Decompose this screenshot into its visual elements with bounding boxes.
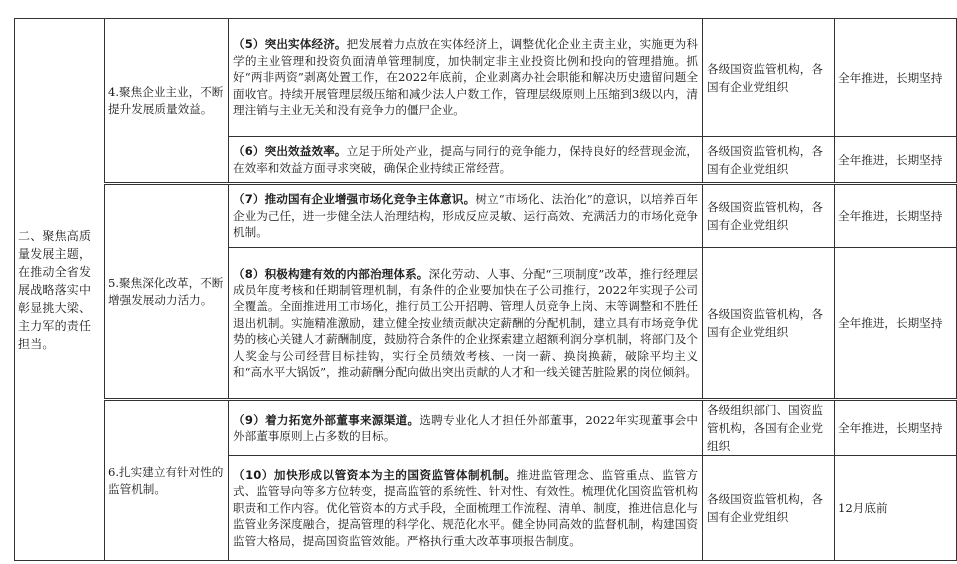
task-table bbox=[14, 18, 957, 561]
task-heading: （6）突出效益效率。 bbox=[233, 144, 347, 159]
task-content-cell bbox=[229, 248, 703, 400]
responsible-cell bbox=[703, 456, 835, 561]
timeline-text: 全年推进，长期坚持 bbox=[838, 152, 943, 167]
section-label-cell bbox=[15, 19, 105, 561]
responsible-cell bbox=[703, 184, 835, 248]
task-content-cell bbox=[229, 19, 703, 137]
responsible-text: 各级国资监管机构，各国有企业党组织 bbox=[707, 143, 823, 176]
group-title: 6.扎实建立有针对性的监管机制。 bbox=[108, 464, 224, 496]
task-body: 树立“市场化、法治化”的意识，以培养百年企业为己任，进一步健全法人治理结构，形成反应灵敏、运行高效、充满活力的市场化竞争机制。 bbox=[233, 192, 698, 240]
table-row bbox=[15, 19, 957, 137]
group-title: 5.聚焦深化改革，不断增强发展动力活力。 bbox=[108, 275, 224, 307]
responsible-cell bbox=[703, 19, 835, 137]
timeline-text: 全年推进，长期坚持 bbox=[838, 209, 943, 223]
task-heading: （7）推动国有企业增强市场化竞争主体意识。 bbox=[233, 192, 476, 207]
task-body: 把发展着力点放在实体经济上，调整优化企业主责主业，实施更为科学的主业管理和投资负面清单管理制度，加快制定非主业投资比例和投向的管理措施。抓好“两非两资”剥离处置工作，在2022年底前，企业剥离办社会职能和解决历史遗留问题全面收官。持续开展管理层级压缩和减少法人户数工作，管理层级原则上压缩到3级以内，清理注销与主业无关和没有竞争力的僵尸企业。 bbox=[233, 37, 698, 118]
task-content-cell bbox=[229, 456, 703, 561]
timeline-text: 12月底前 bbox=[838, 501, 888, 515]
task-content-cell bbox=[229, 400, 703, 456]
timeline-cell bbox=[835, 184, 957, 248]
task-body: 深化劳动、人事、分配“三项制度”改革，推行经理层成员年度考核和任期制管理机制，有条件的企业要加快在子公司推行，2022年实现子公司全覆盖。全面推进用工市场化，推行员工公开招聘、管理人员竞争上岗、末等调整和不胜任退出机制。实施精准激励，建立健全按业绩贡献决定薪酬的分配机制，建立具有市场竞争优势的核心关键人才薪酬制度，鼓励符合条件的企业探索建立超额利润分享机制，将部门及个人奖金与公司经营目标挂钩，实行全员绩效考核、一岗一薪、换岗换薪，破除平均主义和“高水平大锅饭”，推动薪酬分配向做出突出贡献的人才和一线关键苦脏险累的岗位倾斜。 bbox=[233, 266, 698, 380]
task-body: 推进监管理念、监管重点、监管方式、监管导向等多方位转变，提高监管的系统性、针对性、有效性。梳理优化国资监管机构职责和工作内容。优化管资本的方式手段，全面梳理工作流程、清单、制度，推进信息化与监管业务深度融合，提高管理的科学化、规范化水平。健全协同高效的监督机制，构建国资监管大格局，提高国资监管效能。严格执行重大改革事项报告制度。 bbox=[233, 467, 698, 548]
timeline-cell bbox=[835, 456, 957, 561]
group-title-cell bbox=[105, 19, 229, 184]
group-title-cell bbox=[105, 400, 229, 561]
responsible-text: 各级国资监管机构，各国有企业党组织 bbox=[707, 307, 823, 339]
responsible-cell bbox=[703, 400, 835, 456]
task-heading: （8）积极构建有效的内部治理体系。 bbox=[233, 266, 429, 281]
timeline-cell bbox=[835, 19, 957, 137]
group-title-cell bbox=[105, 184, 229, 400]
task-body: 选聘专业化人才担任外部董事，2022年实现董事会中外部董事原则上占多数的目标。 bbox=[233, 412, 698, 443]
timeline-cell bbox=[835, 400, 957, 456]
table-row bbox=[15, 184, 957, 248]
timeline-text: 全年推进，长期坚持 bbox=[838, 316, 943, 330]
responsible-text: 各级国资监管机构，各国有企业党组织 bbox=[707, 200, 823, 232]
task-heading: （10）加快形成以管资本为主的国资监管体制机制。 bbox=[233, 467, 517, 482]
task-heading: （9）着力拓宽外部董事来源渠道。 bbox=[233, 412, 420, 427]
task-content-cell bbox=[229, 184, 703, 248]
timeline-cell bbox=[835, 137, 957, 184]
responsible-text: 各级组织部门、国资监管机构，各国有企业党组织 bbox=[707, 403, 823, 453]
timeline-cell bbox=[835, 248, 957, 400]
task-body: 立足于所处产业，提高与同行的竞争能力，保持良好的经营现金流，在效率和效益方面寻求突破，确保企业持续正常经营。 bbox=[233, 144, 698, 175]
timeline-text: 全年推进，长期坚持 bbox=[838, 421, 943, 435]
responsible-text: 各级国资监管机构，各国有企业党组织 bbox=[707, 61, 823, 94]
timeline-text: 全年推进，长期坚持 bbox=[838, 70, 943, 85]
group-title: 4.聚焦企业主业，不断提升发展质量效益。 bbox=[108, 84, 224, 116]
task-content-cell bbox=[229, 137, 703, 184]
section-label: 二、聚焦高质量发展主题，在推动全省发展战略落实中彰显挑大梁、主力军的责任担当。 bbox=[18, 228, 92, 351]
responsible-text: 各级国资监管机构，各国有企业党组织 bbox=[707, 492, 823, 524]
table-row bbox=[15, 400, 957, 456]
responsible-cell bbox=[703, 137, 835, 184]
task-heading: （5）突出实体经济。 bbox=[233, 37, 347, 52]
responsible-cell bbox=[703, 248, 835, 400]
